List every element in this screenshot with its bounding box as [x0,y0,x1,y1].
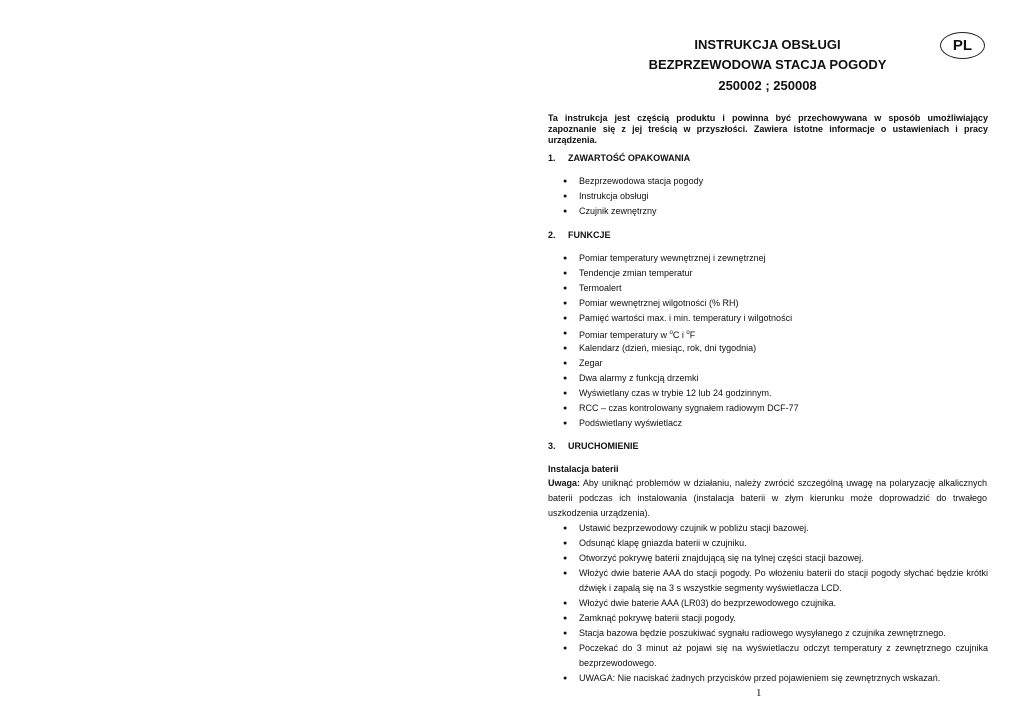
section-title: FUNKCJE [568,230,611,240]
list-item: ● Zegar [563,356,988,371]
list-item: ● Pomiar temperatury wewnętrznej i zewnętrznej [563,251,988,266]
section-heading-contents [548,153,690,163]
list-item: ● Odsunąć klapę gniazda baterii w czujniku. [563,536,988,551]
section-number: 2. [548,230,556,240]
list-item: ● Instrukcja obsługi [563,189,988,204]
list-item: ● UWAGA: Nie naciskać żadnych przycisków przed pojawieniem się zewnętrznych wskazań. [563,671,988,686]
list-item: ● Wyświetlany czas w trybie 12 lub 24 godzinnym. [563,386,988,401]
list-item: ● Termoalert [563,281,988,296]
list-item: ● Bezprzewodowa stacja pogody [563,174,988,189]
list-item: ● Kalendarz (dzień, miesiąc, rok, dni tygodnia) [563,341,988,356]
section-number: 3. [548,441,556,451]
model-numbers: 250002 ; 250008 [718,78,817,93]
list-item [563,326,988,341]
battery-subtitle: Instalacja baterii [548,464,619,474]
list-item: ● Tendencje zmian temperatur [563,266,988,281]
degree-symbol: o [686,330,690,336]
list-item: ● RCC – czas kontrolowany sygnałem radiowym DCF-77 [563,401,988,416]
battery-note [548,476,987,521]
list-item: ● Pamięć wartości max. i min. temperatury i wilgotności [563,311,988,326]
degree-symbol: o [669,330,673,336]
section-heading-features [548,230,611,240]
list-item: ● Stacja bazowa będzie poszukiwać sygnału radiowego wysyłanego z czujnika zewnętrznego. [563,626,988,641]
list-item: ● Poczekać do 3 minut aż pojawi się na wyświetlaczu odczyt temperatury z zewnętrznego czujnika bezprzewodowego. [563,641,988,671]
list-item: ● Pomiar wewnętrznej wilgotności (% RH) [563,296,988,311]
list-item: ● Dwa alarmy z funkcją drzemki [563,371,988,386]
intro-paragraph: Ta instrukcja jest częścią produktu i powinna być przechowywana w sposób umożliwiający zapoznanie się z jej treścią w przyszłości. Zawiera istotne informacje o ustawieniach i pracy urządzenia. [548,113,988,145]
document-title: INSTRUKCJA OBSŁUGI [694,37,841,52]
section-title: ZAWARTOŚĆ OPAKOWANIA [568,153,691,163]
language-badge: PL [940,32,985,59]
list-item: ● Włożyć dwie baterie AAA (LR03) do bezprzewodowego czujnika. [563,596,988,611]
list-item: ● Zamknąć pokrywę baterii stacji pogody. [563,611,988,626]
list-item: ● Ustawić bezprzewodowy czujnik w pobliżu stacji bazowej. [563,521,988,536]
section-heading-startup [548,441,639,451]
section-number: 1. [548,153,556,163]
contents-list [563,174,988,219]
features-list [563,251,988,431]
list-item: ● Czujnik zewnętrzny [563,204,988,219]
note-label: Uwaga: [548,478,581,488]
page-number: 1 [756,687,762,699]
list-item: ● Włożyć dwie baterie AAA do stacji pogody. Po włożeniu baterii do stacji pogody słychać będzie krótki dźwięk i zapalą się na 3 s wszystkie segmenty wyświetlacza LCD. [563,566,988,596]
note-text: Aby uniknąć problemów w działaniu, należy zwrócić szczególną uwagę na polaryzację alkalicznych baterii podczas ich instalowania (instalacja baterii w złym kierunku może doprowadzić do trwałego uszkodzenia urządzenia). [548,478,987,518]
feature-text: F [689,330,696,340]
product-name: BEZPRZEWODOWA STACJA POGODY [648,57,887,72]
battery-steps-list [563,521,988,686]
feature-text: Pomiar temperatury w [579,330,670,340]
section-title: URUCHOMIENIE [568,441,639,451]
list-item: ● Otworzyć pokrywę baterii znajdującą się na tylnej części stacji bazowej. [563,551,988,566]
feature-text: C i [672,330,687,340]
list-item: ● Podświetlany wyświetlacz [563,416,988,431]
